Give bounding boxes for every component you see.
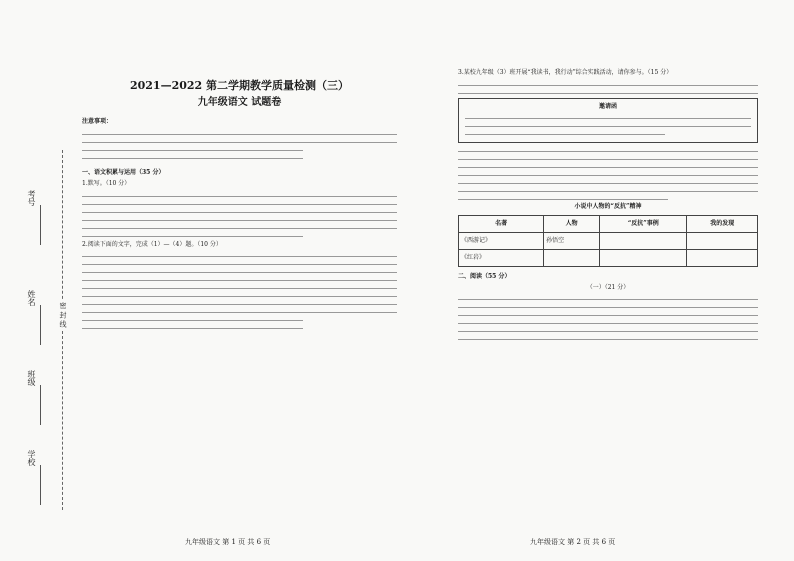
table-cell (687, 250, 758, 267)
paper-title: 2021—2022 第二学期教学质量检测（三） (129, 79, 350, 92)
answer-line (82, 232, 303, 237)
table-title: 小说中人物的“反抗”精神 (574, 203, 642, 211)
table-cell: 《西游记》 (459, 233, 544, 250)
seal-line-text: 密 封 线 (59, 302, 67, 328)
question-1: 1.默写。（10 分） (82, 179, 131, 187)
notes-heading: 注意事项： (82, 118, 113, 126)
text-line (458, 187, 758, 192)
table-row (459, 233, 758, 250)
text-line (458, 303, 758, 308)
text-line (82, 324, 303, 329)
invitation-title: 邀请函 (598, 102, 617, 110)
reading-table (458, 215, 758, 267)
paper-subtitle: 九年级语文 试题卷 (197, 96, 282, 108)
table-cell (600, 233, 687, 250)
text-line (82, 308, 397, 313)
table-header-cell: 人物 (544, 216, 600, 233)
text-line (82, 138, 397, 143)
answer-line (82, 224, 397, 229)
table-row (459, 250, 758, 267)
text-line (458, 155, 758, 160)
table-cell (687, 233, 758, 250)
seal-dashed-line (62, 150, 63, 510)
binding-gutter (0, 0, 80, 561)
text-line (458, 163, 758, 168)
text-line (458, 81, 758, 86)
table-cell (544, 250, 600, 267)
text-line (458, 147, 758, 152)
table-header-cell: 名著 (459, 216, 544, 233)
gutter-fill-line (40, 385, 41, 425)
text-line (82, 300, 397, 305)
text-line (458, 319, 758, 324)
text-line (82, 146, 303, 151)
text-line (82, 260, 397, 265)
gutter-fill-line (40, 305, 41, 345)
gutter-fill-line (40, 205, 41, 245)
answer-line (82, 192, 397, 197)
gutter-fill-line (40, 465, 41, 505)
gutter-label-name: 姓名 (27, 290, 36, 306)
text-line (82, 276, 397, 281)
text-line (465, 114, 751, 119)
invitation-box (458, 98, 758, 144)
table-header-cell: 我的发现 (687, 216, 758, 233)
text-line (458, 179, 758, 184)
answer-line (82, 200, 397, 205)
answer-line (82, 208, 397, 213)
section-1-heading: 一、语文积累与运用（35 分） (82, 169, 165, 177)
table-cell: 《红岩》 (459, 250, 544, 267)
page-1-footer: 九年级语文 第 1 页 共 6 页 (185, 538, 271, 546)
text-line (458, 195, 668, 200)
text-line (465, 122, 751, 127)
page-1-column (82, 68, 397, 332)
text-line (458, 311, 758, 316)
gutter-label-school: 学校 (27, 450, 36, 466)
reading-part-1: （一）（21 分） (586, 283, 630, 291)
text-line (82, 292, 397, 297)
page-2-footer: 九年级语文 第 2 页 共 6 页 (530, 538, 616, 546)
table-cell: 孙悟空 (544, 233, 600, 250)
table-header-row (459, 216, 758, 233)
text-line (82, 316, 303, 321)
question-3: 3.某校九年级（3）班开展“我读书，我行动”综合实践活动，请你参与。（15 分） (458, 69, 673, 76)
text-line (458, 335, 758, 340)
table-cell (600, 250, 687, 267)
answer-line (82, 216, 397, 221)
text-line (82, 252, 397, 257)
gutter-label-exam-number: 考号 (27, 190, 36, 206)
table-header-cell: “反抗”事例 (600, 216, 687, 233)
text-line (458, 327, 758, 332)
text-line (465, 130, 665, 135)
page-2-column (458, 68, 758, 343)
question-2: 2.阅读下面的文字，完成（1）—（4）题。（10 分） (82, 240, 222, 248)
text-line (82, 284, 397, 289)
text-line (82, 130, 397, 135)
text-line (82, 268, 397, 273)
text-line (82, 154, 303, 159)
gutter-label-class: 班级 (27, 370, 36, 386)
text-line (458, 171, 758, 176)
text-line (458, 89, 758, 94)
text-line (458, 295, 758, 300)
section-2-heading: 二、阅读（55 分） (458, 273, 511, 281)
